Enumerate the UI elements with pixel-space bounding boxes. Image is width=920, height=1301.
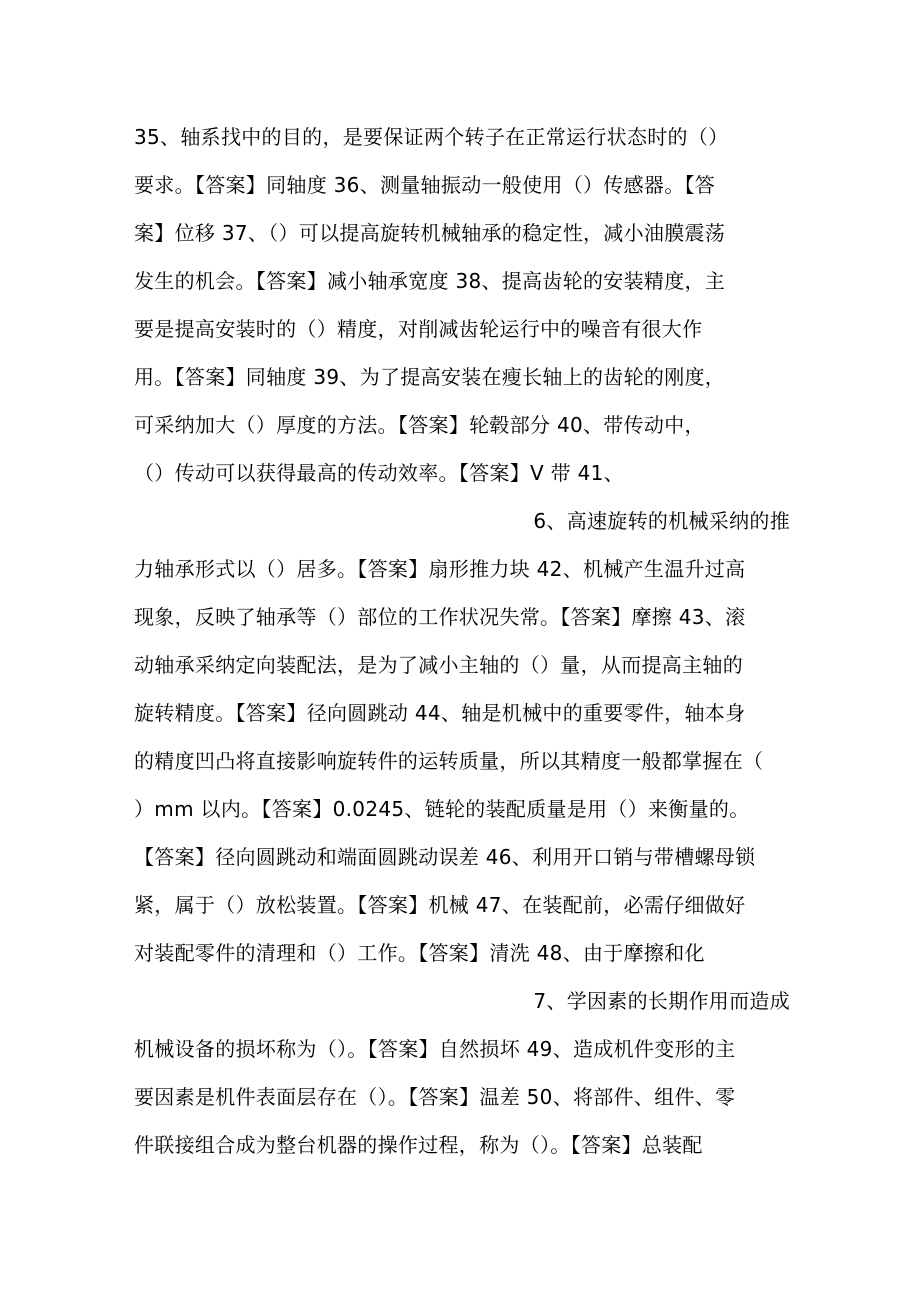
document-line: 对装配零件的清理和（）工作。【答案】清洗 48、由于摩擦和化 [134, 941, 705, 965]
document-line: 力轴承形式以（）居多。【答案】扇形推力块 42、机械产生温升过高 [134, 557, 746, 581]
document-line: 要因素是机件表面层存在（）。【答案】温差 50、将部件、组件、零 [134, 1085, 736, 1109]
document-line: 35、轴系找中的目的，是要保证两个转子在正常运行状态时的（） [134, 125, 729, 149]
document-line: 案】位移 37、（）可以提高旋转机械轴承的稳定性，减小油膜震荡 [134, 221, 726, 245]
document-line: 发生的机会。【答案】减小轴承宽度 38、提高齿轮的安装精度，主 [134, 269, 726, 293]
document-line: 的精度凹凸将直接影响旋转件的运转质量，所以其精度一般都掌握在（ [134, 749, 764, 773]
document-line: 旋转精度。【答案】径向圆跳动 44、轴是机械中的重要零件，轴本身 [134, 701, 746, 725]
document-line: （）传动可以获得最高的传动效率。【答案】V 带 41、 [134, 461, 624, 485]
document-line: 要是提高安装时的（）精度，对削减齿轮运行中的噪音有很大作 [134, 317, 703, 341]
document-line: 紧，属于（）放松装置。【答案】机械 47、在装配前，必需仔细做好 [134, 893, 746, 917]
document-line: 动轴承采纳定向装配法，是为了减小主轴的（）量，从而提高主轴的 [134, 653, 743, 677]
document-line: 6、高速旋转的机械采纳的推 [533, 509, 790, 533]
document-line: 要求。【答案】同轴度 36、测量轴振动一般使用（）传感器。【答 [134, 173, 716, 197]
document-body [134, 113, 790, 1169]
document-line: 可采纳加大（）厚度的方法。【答案】轮毂部分 40、带传动中， [134, 413, 705, 437]
document-line: 件联接组合成为整台机器的操作过程，称为（）。【答案】总装配 [134, 1133, 703, 1157]
document-line: 现象，反映了轴承等（）部位的工作状况失常。【答案】摩擦 43、滚 [134, 605, 746, 629]
document-line: 机械设备的损坏称为（）。【答案】自然损坏 49、造成机件变形的主 [134, 1037, 736, 1061]
document-line: 用。【答案】同轴度 39、为了提高安装在瘦长轴上的齿轮的刚度， [134, 365, 726, 389]
document-line: 【答案】径向圆跳动和端面圆跳动误差 46、利用开口销与带槽螺母锁 [134, 845, 756, 869]
document-line: ）mm 以内。【答案】0.0245、链轮的装配质量是用（）来衡量的。 [134, 797, 750, 821]
document-line: 7、学因素的长期作用而造成 [533, 989, 790, 1013]
